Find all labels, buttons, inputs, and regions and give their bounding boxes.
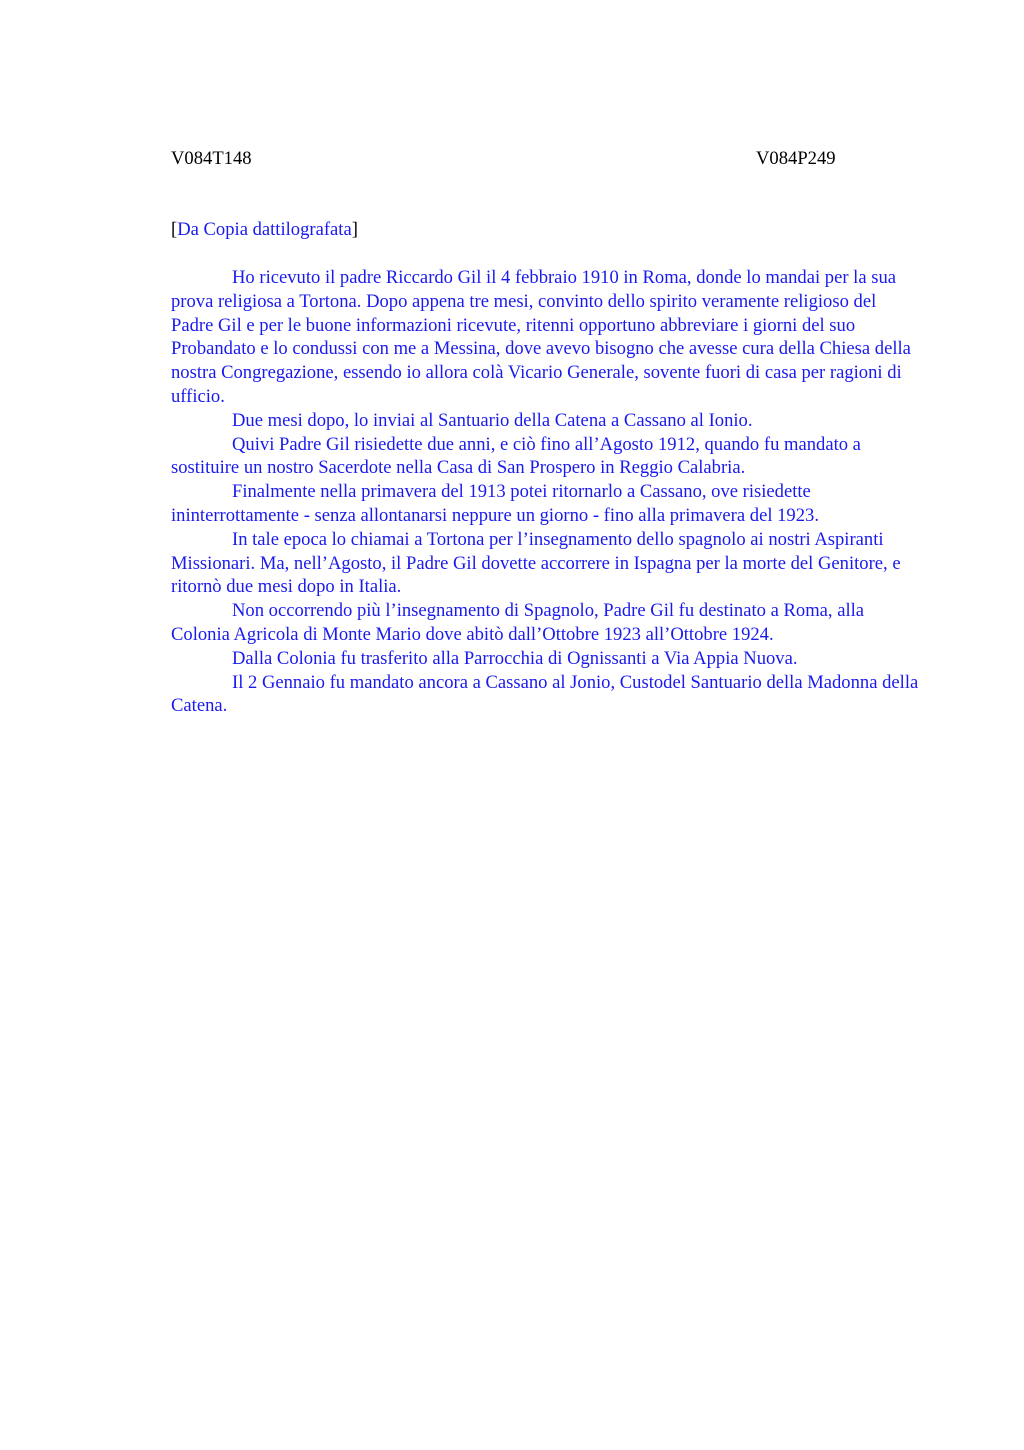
paragraph: Finalmente nella primavera del 1913 potei ritornarlo a Cassano, ove risiedette ininterrottamente - senza allontanarsi neppure un giorno - fino alla primavera del 1923.: [171, 481, 819, 526]
header-right-code: V084P249: [756, 148, 836, 169]
source-note-text: Da Copia dattilografata: [177, 219, 352, 240]
source-note-close-bracket: ]: [351, 219, 358, 240]
letter-body: [171, 266, 923, 718]
paragraph: Due mesi dopo, lo inviai al Santuario della Catena a Cassano al Ionio.: [232, 409, 753, 431]
source-note-open-bracket: [: [171, 219, 178, 240]
source-note: [171, 218, 358, 242]
paragraph: Il 2 Gennaio fu mandato ancora a Cassano al Jonio, Custodel Santuario della Madonna della Catena.: [171, 671, 919, 717]
paragraph: Quivi Padre Gil risiedette due anni, e ciò fino all’Agosto 1912, quando fu mandato a sostituire un nostro Sacerdote nella Casa di San Prospero in Reggio Calabria.: [171, 433, 861, 479]
paragraph: In tale epoca lo chiamai a Tortona per l’insegnamento dello spagnolo ai nostri Aspiranti Missionari. Ma, nell’Agosto, il Padre Gil dovette accorrere in Ispagna per la morte del Genitore, e ritornò due mesi dopo in Italia.: [171, 528, 901, 598]
paragraph: Ho ricevuto il padre Riccardo Gil il 4 febbraio 1910 in Roma, donde lo mandai per la sua prova religiosa a Tortona. Dopo appena tre mesi, convinto dello spirito veramente religioso del Padre Gil e per le buone informazioni ricevute, ritenni opportuno abbreviare i giorni del suo Probandato e lo condussi con me a Messina, dove avevo bisogno che avesse cura della Chiesa della nostra Congregazione, essendo io allora colà Vicario Generale, sovente fuori di casa per ragioni di ufficio.: [171, 267, 911, 407]
paragraph: Non occorrendo più l’insegnamento di Spagnolo, Padre Gil fu destinato a Roma, alla Colonia Agricola di Monte Mario dove abitò dall’Ottobre 1923 all’Ottobre 1924.: [171, 600, 865, 645]
header-left-code: V084T148: [171, 148, 252, 169]
paragraph: Dalla Colonia fu trasferito alla Parrocchia di Ognissanti a Via Appia Nuova.: [232, 647, 798, 669]
